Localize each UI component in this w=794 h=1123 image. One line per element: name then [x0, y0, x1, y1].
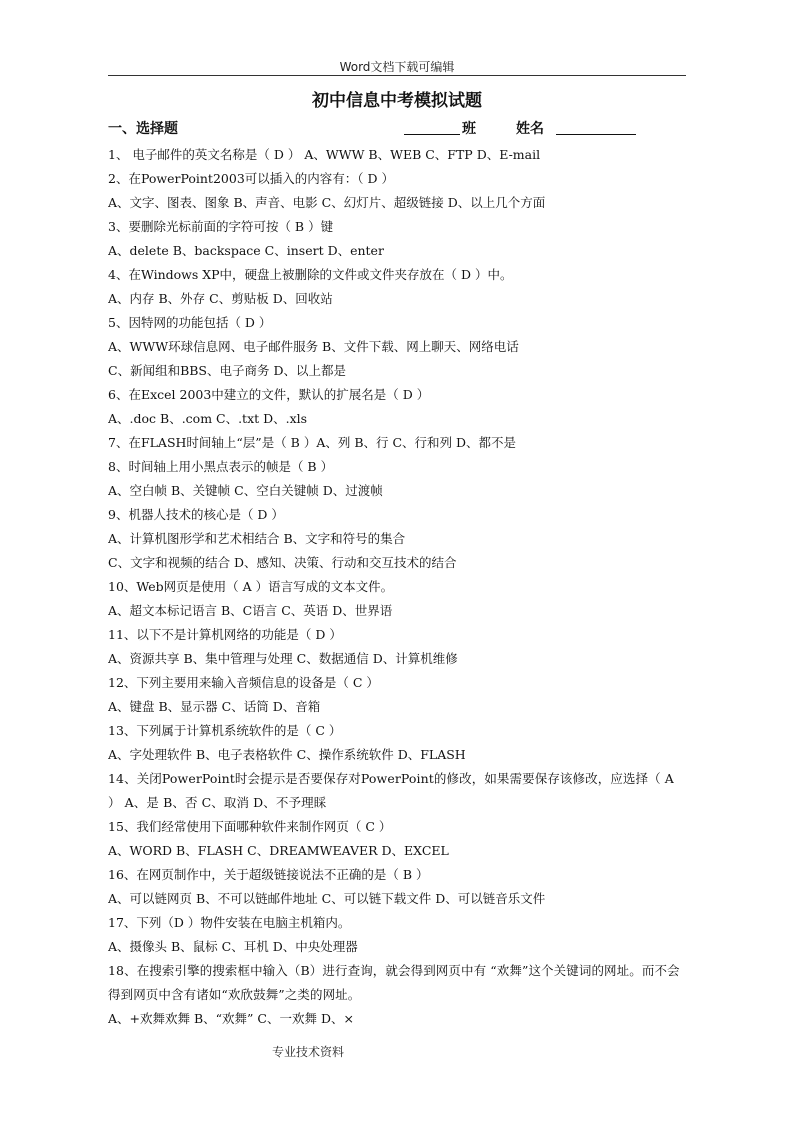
question-line: 11、以下不是计算机网络的功能是（ D ） — [108, 627, 342, 642]
options-line: A、字处理软件 B、电子表格软件 C、操作系统软件 D、FLASH — [108, 747, 466, 762]
options-line: A、资源共享 B、集中管理与处理 C、数据通信 D、计算机维修 — [108, 651, 458, 666]
options-line: A、delete B、backspace C、insert D、enter — [108, 243, 384, 258]
options-line: C、新闻组和BBS、电子商务 D、以上都是 — [108, 363, 346, 378]
options-line: A、超文本标记语言 B、C语言 C、英语 D、世界语 — [108, 603, 393, 618]
question-line: 18、在搜索引擎的搜索框中输入（B）进行查询，就会得到网页中有 “欢舞”这个关键词的网址。而不会得到网页中含有诸如“欢欣鼓舞”之类的网址。 — [108, 963, 680, 1002]
name-label: 姓名 — [516, 121, 544, 137]
question-line: 14、关闭PowerPoint时会提示是否要保存对PowerPoint的修改，如果需要保存该修改，应选择（ A ） A、是 B、否 C、取消 D、不予理睬 — [108, 771, 674, 810]
section-header — [108, 118, 686, 138]
question-list — [108, 143, 688, 1031]
question-line: 5、因特网的功能包括（ D ） — [108, 315, 272, 330]
question-line: 13、下列属于计算机系统软件的是（ C ） — [108, 723, 342, 738]
options-line: A、可以链网页 B、不可以链邮件地址 C、可以链下载文件 D、可以链音乐文件 — [108, 891, 546, 906]
question-line: 9、机器人技术的核心是（ D ） — [108, 507, 284, 522]
options-line: A、计算机图形学和艺术相结合 B、文字和符号的集合 — [108, 531, 406, 546]
name-blank — [556, 118, 636, 135]
question-line: 6、在Excel 2003中建立的文件，默认的扩展名是（ D ） — [108, 387, 430, 402]
options-line: A、+欢舞欢舞 B、“欢舞” C、一欢舞 D、× — [108, 1011, 354, 1026]
header-rule — [108, 75, 686, 76]
options-line: A、摄像头 B、鼠标 C、耳机 D、中央处理器 — [108, 939, 358, 954]
options-line: A、键盘 B、显示器 C、话筒 D、音箱 — [108, 699, 321, 714]
options-line: A、空白帧 B、关键帧 C、空白关键帧 D、过渡帧 — [108, 483, 383, 498]
page-header: Word文档下载可编辑 — [339, 60, 455, 74]
section-title: 一、选择题 — [108, 121, 178, 137]
question-line: 1、 电子邮件的英文名称是（ D ） A、WWW B、WEB C、FTP D、E-mail — [108, 147, 541, 162]
question-line: 10、Web网页是使用（ A ）语言写成的文本文件。 — [108, 579, 394, 594]
options-line: A、文字、图表、图象 B、声音、电影 C、幻灯片、超级链接 D、以上几个方面 — [108, 195, 546, 210]
page-footer: 专业技术资料 — [272, 1045, 345, 1059]
question-line: 7、在FLASH时间轴上“层”是（ B ）A、列 B、行 C、行和列 D、都不是 — [108, 435, 517, 450]
options-line: A、WWW环球信息网、电子邮件服务 B、文件下载、网上聊天、网络电话 — [108, 339, 519, 354]
options-line: A、WORD B、FLASH C、DREAMWEAVER D、EXCEL — [108, 843, 449, 858]
question-line: 15、我们经常使用下面哪种软件来制作网页（ C ） — [108, 819, 392, 834]
options-line: A、内存 B、外存 C、剪贴板 D、回收站 — [108, 291, 333, 306]
class-blank — [404, 118, 460, 135]
options-line: A、.doc B、.com C、.txt D、.xls — [108, 411, 308, 426]
question-line: 3、要删除光标前面的字符可按（ B ）键 — [108, 219, 334, 234]
class-label: 班 — [462, 121, 476, 137]
question-line: 2、在PowerPoint2003可以插入的内容有：（ D ） — [108, 171, 394, 186]
question-line: 17、下列（D ）物件安装在电脑主机箱内。 — [108, 915, 351, 930]
question-line: 12、下列主要用来输入音频信息的设备是（ C ） — [108, 675, 379, 690]
question-line: 4、在Windows XP中，硬盘上被删除的文件或文件夹存放在（ D ）中。 — [108, 267, 513, 282]
options-line: C、文字和视频的结合 D、感知、决策、行动和交互技术的结合 — [108, 555, 457, 570]
question-line: 8、时间轴上用小黑点表示的帧是（ B ） — [108, 459, 334, 474]
document-title: 初中信息中考模拟试题 — [312, 91, 482, 111]
question-line: 16、在网页制作中，关于超级链接说法不正确的是（ B ） — [108, 867, 429, 882]
